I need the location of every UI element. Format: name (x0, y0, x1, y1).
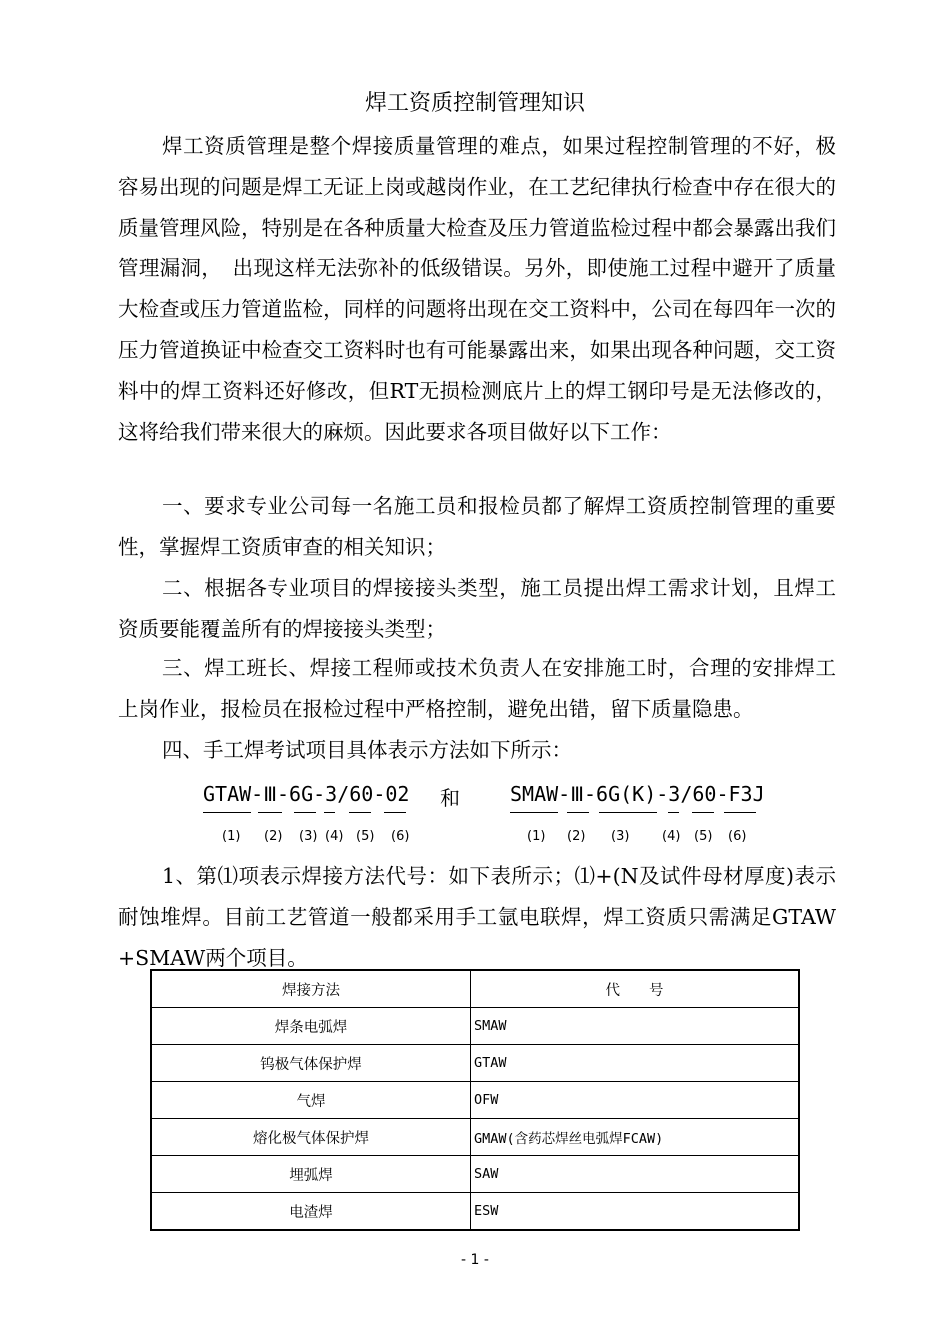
part-label: (4) (662, 829, 681, 844)
table-cell-code: SAW (471, 1156, 800, 1193)
underline (294, 812, 316, 813)
table-row (151, 1156, 799, 1193)
part-label: (5) (694, 829, 713, 844)
underline (384, 812, 406, 813)
table-row (151, 1082, 799, 1119)
part-label: (2) (264, 829, 283, 844)
table-cell-method: 气焊 (151, 1082, 471, 1119)
requirement-3: 三、焊工班长、焊接工程师或技术负责人在安排施工时，合理的安排焊工上岗作业，报检员在报检过程中严格控制，避免出错，留下质量隐患。 (118, 656, 836, 721)
part-label: (3) (299, 829, 318, 844)
table-cell-method: 埋弧焊 (151, 1156, 471, 1193)
requirement-4: 四、手工焊考试项目具体表示方法如下所示： (162, 738, 572, 762)
left-code: GTAW-Ⅲ-6G-3/60-02 (203, 782, 410, 806)
right-code: SMAW-Ⅲ-6G(K)-3/60-F3J (510, 782, 765, 806)
underline (567, 812, 589, 813)
table-header-code: 代 号 (471, 970, 800, 1008)
table-row (151, 1008, 799, 1045)
part-label: (6) (391, 829, 410, 844)
underline (258, 812, 282, 813)
underline (724, 812, 756, 813)
table-cell-method: 熔化极气体保护焊 (151, 1119, 471, 1156)
requirement-2: 二、根据各专业项目的焊接接头类型，施工员提出焊工需求计划，且焊工资质要能覆盖所有的焊接接头类型； (118, 576, 836, 641)
table-header-row (151, 970, 799, 1008)
underline (692, 812, 714, 813)
table-cell-method: 焊条电弧焊 (151, 1008, 471, 1045)
part-label: (2) (567, 829, 586, 844)
underline (349, 812, 371, 813)
table-row (151, 1045, 799, 1082)
part-label: (6) (728, 829, 747, 844)
requirement-1: 一、要求专业公司每一名施工员和报检员都了解焊工资质控制管理的重要性，掌握焊工资质审查的相关知识； (118, 494, 836, 559)
part-label: (5) (356, 829, 375, 844)
table-cell-code: GTAW (471, 1045, 800, 1082)
intro-paragraph: 焊工资质管理是整个焊接质量管理的难点，如果过程控制管理的不好，极容易出现的问题是焊工无证上岗或越岗作业，在工艺纪律执行检查中存在很大的质量管理风险，特别是在各种质量大检查及压力管道监检过程中都会暴露出我们管理漏洞， 出现这样无法弥补的低级错误。另外，即使施工过程中避开了质量大检查或压力管道监检，同样的问题将出现在交工资料中，公司在每四年一次的压力管道换证中检查交工资料时也有可能暴露出来，如果出现各种问题，交工资料中的焊工资料还好修改，但RT无损检测底片上的焊工钢印号是无法修改的，这将给我们带来很大的麻烦。因此要求各项目做好以下工作： (118, 134, 836, 444)
welding-method-table (150, 969, 800, 1231)
table-row (151, 1193, 799, 1231)
table-cell-method: 电渣焊 (151, 1193, 471, 1231)
table-row (151, 1119, 799, 1156)
table-cell-method: 钨极气体保护焊 (151, 1045, 471, 1082)
underline (324, 812, 335, 813)
underline (510, 812, 558, 813)
table-cell-code: GMAW(含药芯焊丝电弧焊FCAW) (471, 1119, 800, 1156)
part-label: (4) (325, 829, 344, 844)
table-cell-code: OFW (471, 1082, 800, 1119)
underline (599, 812, 657, 813)
underline (668, 812, 679, 813)
document-title: 焊工资质控制管理知识 (364, 91, 585, 116)
table-cell-code: SMAW (471, 1008, 800, 1045)
underline (203, 812, 251, 813)
note-paragraph: 1、第⑴项表示焊接方法代号：如下表所示；⑴+(N及试件母材厚度)表示耐蚀堆焊。目前工艺管道一般都采用手工氩电联焊，焊工资质只需满足GTAW +SMAW两个项目。 (118, 864, 836, 970)
table-cell-code: ESW (471, 1193, 800, 1231)
part-label: (1) (222, 829, 241, 844)
part-label: (3) (611, 829, 630, 844)
table-header-method: 焊接方法 (151, 970, 471, 1008)
part-label: (1) (527, 829, 546, 844)
page-number: - 1 - (461, 1252, 489, 1268)
conjunction: 和 (440, 786, 460, 810)
